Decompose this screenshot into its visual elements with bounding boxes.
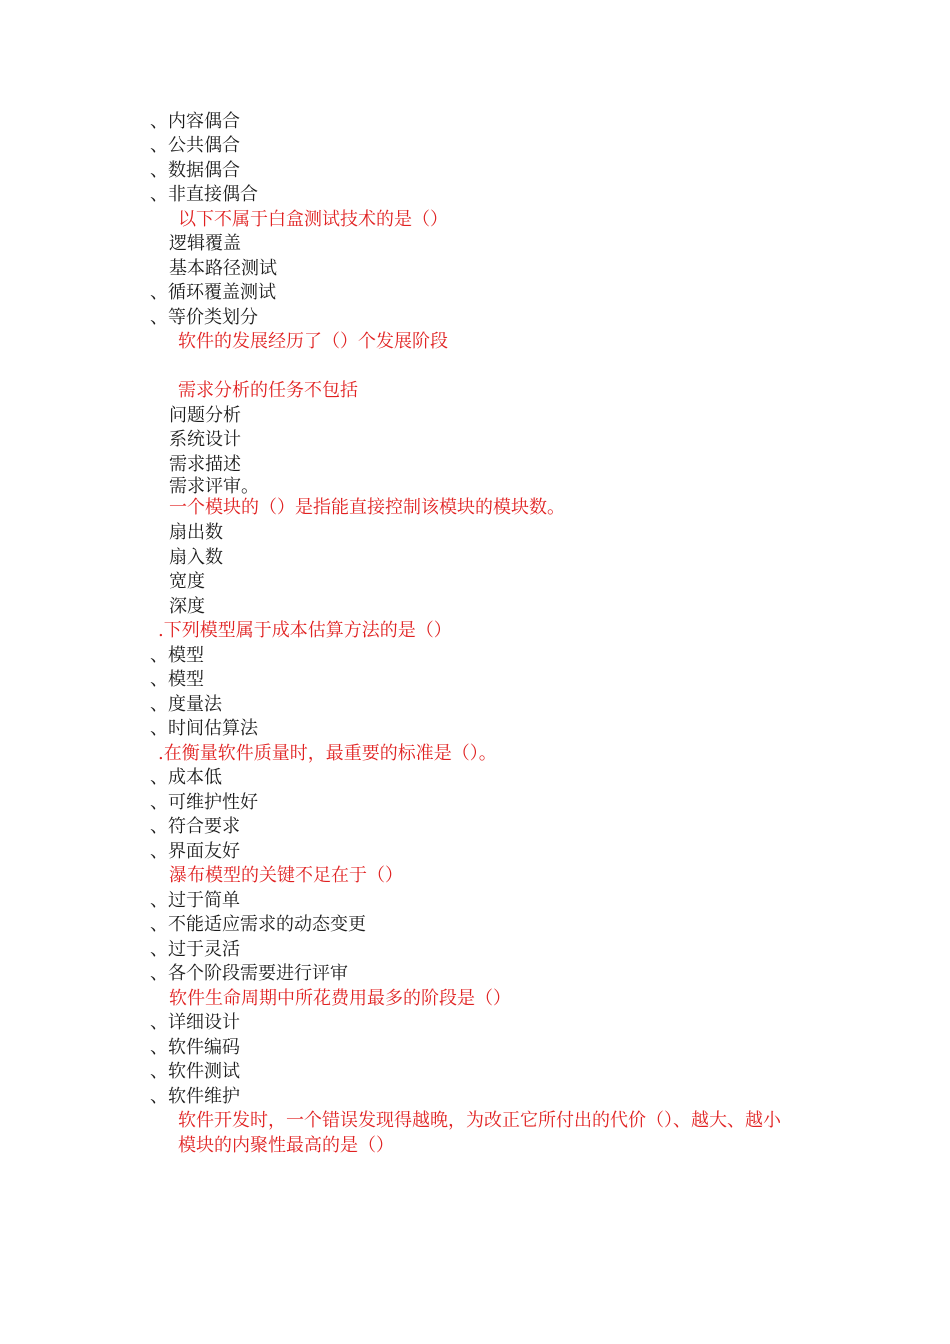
option-line: 需求评审。 <box>169 476 259 497</box>
option-line: 、可维护性好 <box>150 792 258 813</box>
option-line: 、各个阶段需要进行评审 <box>150 963 348 984</box>
question-line: 瀑布模型的关键不足在于（） <box>169 865 403 886</box>
question-line: .下列模型属于成本估算方法的是（） <box>158 620 452 641</box>
option-line: 、循环覆盖测试 <box>150 282 276 303</box>
option-line: 、界面友好 <box>150 841 240 862</box>
option-line: 逻辑覆盖 <box>169 233 241 254</box>
option-line: 、软件维护 <box>150 1086 240 1107</box>
option-line: 宽度 <box>169 571 205 592</box>
option-line: 、模型 <box>150 645 204 666</box>
question-line: 软件的发展经历了（）个发展阶段 <box>178 331 448 352</box>
question-line: 一个模块的（）是指能直接控制该模块的模块数。 <box>169 497 565 518</box>
option-line: 系统设计 <box>169 429 241 450</box>
question-line: 模块的内聚性最高的是（） <box>178 1135 394 1156</box>
option-line: 基本路径测试 <box>169 258 277 279</box>
question-line: .在衡量软件质量时，最重要的标准是（）。 <box>158 743 497 764</box>
option-line: 、度量法 <box>150 694 222 715</box>
question-line: 以下不属于白盒测试技术的是（） <box>178 209 448 230</box>
question-line: 软件生命周期中所花费用最多的阶段是（） <box>169 988 511 1009</box>
option-line: 、数据偶合 <box>150 160 240 181</box>
option-line: 、过于灵活 <box>150 939 240 960</box>
option-line: 、符合要求 <box>150 816 240 837</box>
question-line: 需求分析的任务不包括 <box>178 380 358 401</box>
option-line: 问题分析 <box>169 405 241 426</box>
question-line: 软件开发时，一个错误发现得越晚，为改正它所付出的代价（）、越大、越小 <box>178 1110 781 1131</box>
option-line: 、非直接偶合 <box>150 184 258 205</box>
option-line: 、公共偶合 <box>150 135 240 156</box>
option-line: 深度 <box>169 596 205 617</box>
option-line: 需求描述 <box>169 454 241 475</box>
option-line: 、详细设计 <box>150 1012 240 1033</box>
option-line: 、过于简单 <box>150 890 240 911</box>
option-line: 扇出数 <box>169 522 223 543</box>
option-line: 、软件测试 <box>150 1061 240 1082</box>
option-line: 、成本低 <box>150 767 222 788</box>
option-line: 、不能适应需求的动态变更 <box>150 914 366 935</box>
option-line: 、内容偶合 <box>150 111 240 132</box>
option-line: 、等价类划分 <box>150 307 258 328</box>
option-line: 、时间估算法 <box>150 718 258 739</box>
option-line: 扇入数 <box>169 547 223 568</box>
option-line: 、模型 <box>150 669 204 690</box>
option-line: 、软件编码 <box>150 1037 240 1058</box>
